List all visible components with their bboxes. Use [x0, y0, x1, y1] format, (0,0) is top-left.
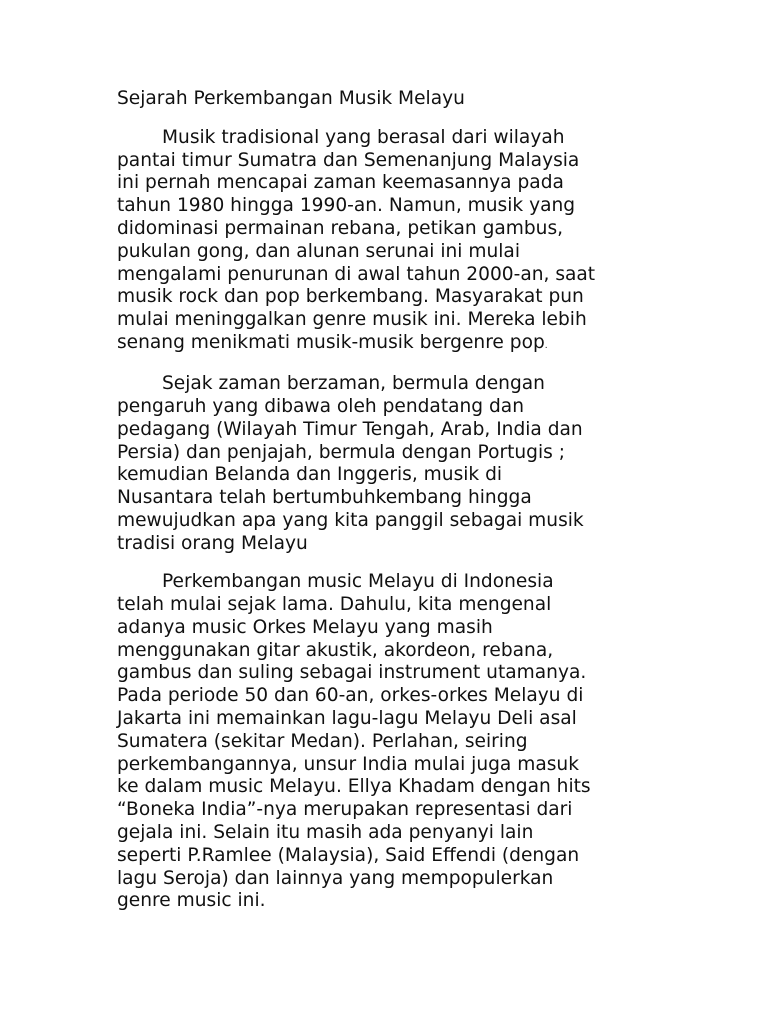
text-line: Sumatera (sekitar Medan). Perlahan, seiring	[117, 730, 528, 752]
paragraph-2	[117, 373, 652, 555]
paragraph-3	[117, 571, 652, 913]
text-line: pantai timur Sumatra dan Semenanjung Malaysia	[117, 149, 580, 171]
text-line: pengaruh yang dibawa oleh pendatang dan	[117, 396, 524, 418]
text-line: mengalami penurunan di awal tahun 2000-an, saat	[117, 263, 596, 285]
text-line: mulai meninggalkan genre musik ini. Mereka lebih	[117, 309, 587, 331]
paragraph-1	[117, 127, 652, 358]
text-line: menggunakan gitar akustik, akordeon, rebana,	[117, 639, 554, 661]
text-line: Persia) dan penjajah, bermula dengan Portugis ;	[117, 441, 566, 463]
text-line: kemudian Belanda dan Inggeris, musik di	[117, 464, 503, 486]
text-line: telah mulai sejak lama. Dahulu, kita mengenal	[117, 593, 552, 615]
text-line: seperti P.Ramlee (Malaysia), Said Effendi (dengan	[117, 844, 580, 866]
text-line: “Boneka India”-nya merupakan representasi dari	[117, 799, 573, 821]
text-line: lagu Seroja) dan lainnya yang mempopulerkan	[117, 867, 554, 889]
trailing-period: .	[544, 340, 548, 351]
text-line: Pada periode 50 dan 60-an, orkes-orkes Melayu di	[117, 685, 584, 707]
text-line: genre music ini.	[117, 890, 266, 912]
text-line	[117, 332, 652, 358]
text-line-content: senang menikmati musik-musik bergenre pop	[117, 331, 545, 353]
document-page	[117, 88, 652, 929]
text-line: gejala ini. Selain itu masih ada penyanyi lain	[117, 821, 534, 843]
text-line: Musik tradisional yang berasal dari wilayah	[162, 126, 565, 148]
text-line: Nusantara telah bertumbuhkembang hingga	[117, 487, 532, 509]
text-line: Perkembangan music Melayu di Indonesia	[162, 571, 554, 593]
text-line: adanya music Orkes Melayu yang masih	[117, 616, 493, 638]
text-line: perkembangannya, unsur India mulai juga masuk	[117, 753, 579, 775]
text-line: didominasi permainan rebana, petikan gambus,	[117, 217, 564, 239]
text-line: ini pernah mencapai zaman keemasannya pada	[117, 172, 564, 194]
text-line: tradisi orang Melayu	[117, 532, 308, 554]
text-line: Sejak zaman berzaman, bermula dengan	[162, 373, 545, 395]
text-line: tahun 1980 hingga 1990-an. Namun, musik yang	[117, 195, 576, 217]
text-line: pedagang (Wilayah Timur Tengah, Arab, India dan	[117, 418, 583, 440]
text-line: gambus dan suling sebagai instrument utamanya.	[117, 662, 587, 684]
document-title: Sejarah Perkembangan Musik Melayu	[117, 88, 465, 109]
text-line: pukulan gong, dan alunan serunai ini mulai	[117, 240, 520, 262]
text-line: Jakarta ini memainkan lagu-lagu Melayu Deli asal	[117, 707, 577, 729]
text-line: mewujudkan apa yang kita panggil sebagai musik	[117, 510, 584, 532]
text-line: musik rock dan pop berkembang. Masyarakat pun	[117, 286, 584, 308]
text-line: ke dalam music Melayu. Ellya Khadam dengan hits	[117, 776, 591, 798]
